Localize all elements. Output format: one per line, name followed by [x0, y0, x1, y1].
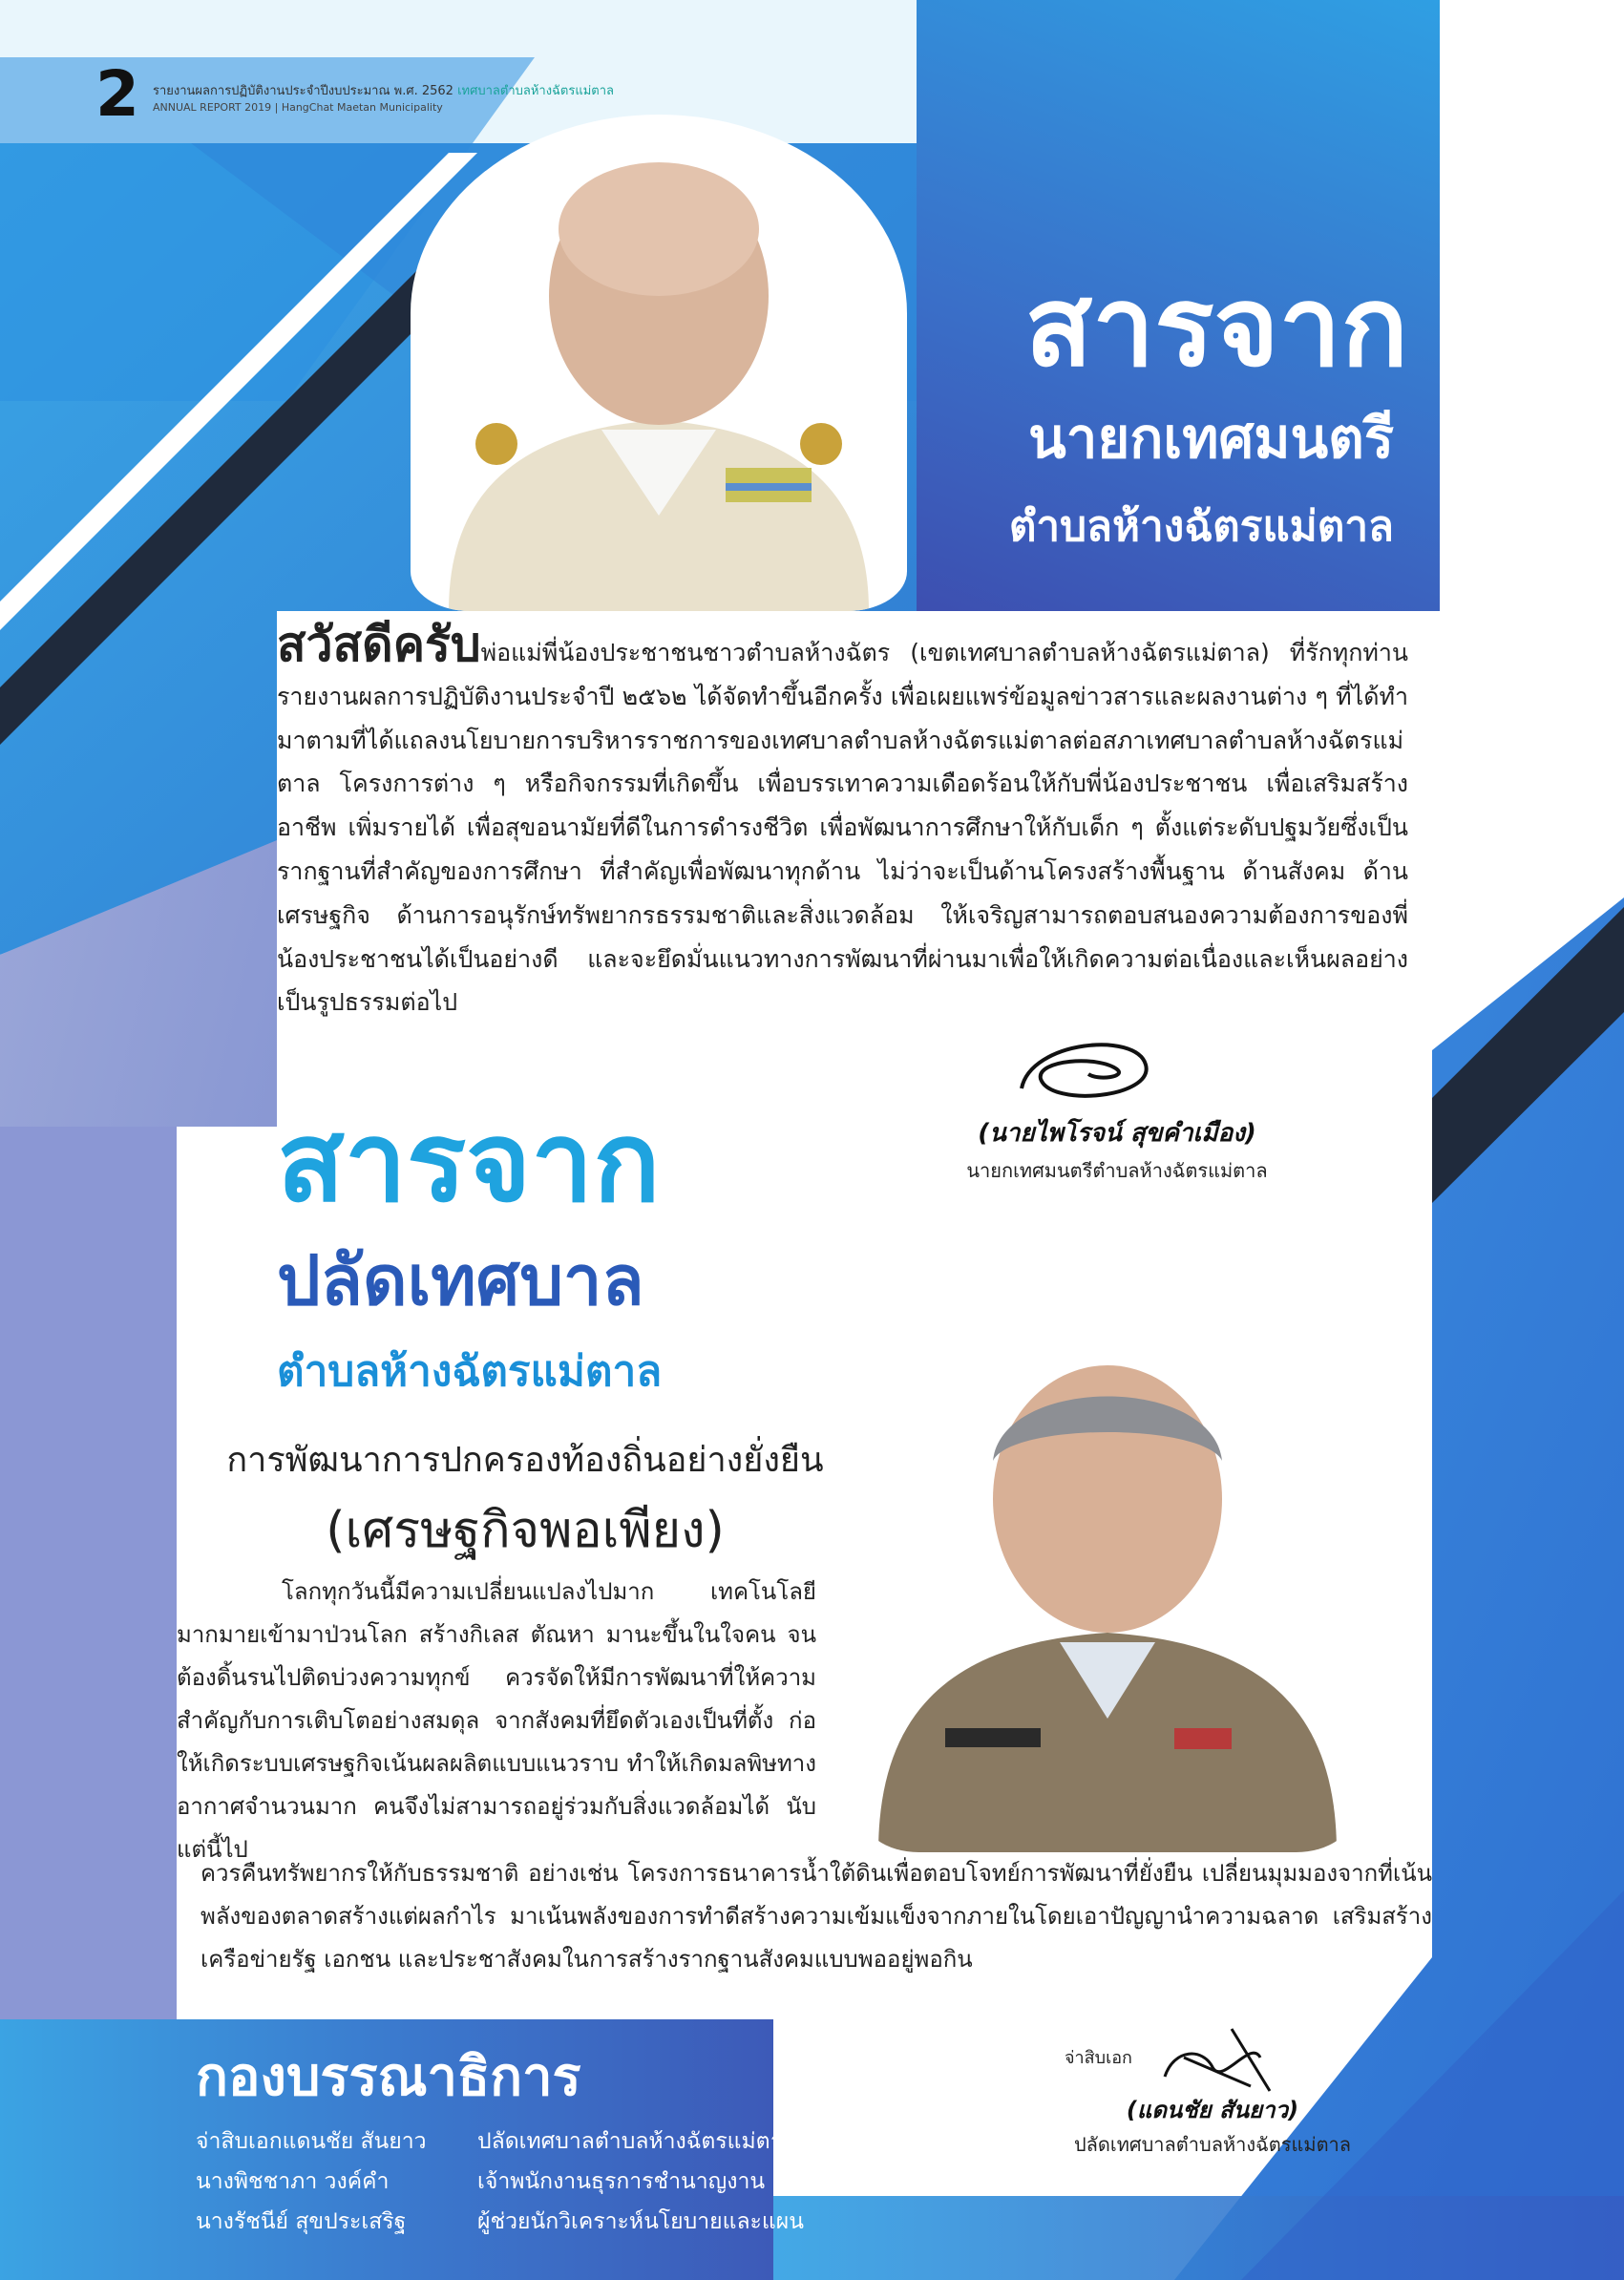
clerk-signature-name: (แดนชัย สันยาว) [1126, 2097, 1299, 2123]
mayor-greeting: สวัสดีครับ [277, 617, 481, 672]
clerk-subtitle: การพัฒนาการปกครองท้องถิ่นอย่างยั่งยืน [226, 1441, 824, 1480]
clerk-signature-mark [1146, 2019, 1289, 2096]
editorial-member-position: ผู้ช่วยนักวิเคราะห์นโยบายและแผน [477, 2209, 804, 2234]
report-title [153, 80, 614, 100]
editorial-member-name: นางรัชนีย์ สุขประเสริฐ [196, 2209, 407, 2234]
mayor-message-text: พ่อแม่พี่น้องประชาชนชาวตำบลห้างฉัตร (เขตเทศบาลตำบลห้างฉัตรแม่ตาล) ที่รักทุกท่าน รายงานผลการปฏิบัติงานประจำปี ๒๕๖๒ ได้จัดทำขึ้นอีกครั้ง เพื่อเผยแพร่ข้อมูลข่าวสารและผลงานต่าง ๆ ที่ได้ทำมาตามที่ได้แถลงนโยบายการบริหารราชการของเทศบาลตำบลห้างฉัตรแม่ตาลต่อสภาเทศบาลตำบลห้างฉัตรแม่ตาล โครงการต่าง ๆ หรือกิจกรรมที่เกิดขึ้น เพื่อบรรเทาความเดือดร้อนให้กับพี่น้องประชาชน เพื่อเสริมสร้างอาชีพ เพิ่มรายได้ เพื่อสุขอนามัยที่ดีในการดำรงชีวิต เพื่อพัฒนาการศึกษาให้กับเด็ก ๆ ตั้งแต่ระดับปฐมวัยซึ่งเป็นรากฐานที่สำคัญของการศึกษา ที่สำคัญเพื่อพัฒนาทุกด้าน ไม่ว่าจะเป็นด้านโครงสร้างพื้นฐาน ด้านสังคม ด้านเศรษฐกิจ ด้านการอนุรักษ์ทรัพยากรธรรมชาติและสิ่งแวดล้อม ให้เจริญสามารถตอบสนองความต้องการของพี่น้องประชาชนได้เป็นอย่างดี และจะยึดมั่นแนวทางการพัฒนาที่ผ่านมาเพื่อให้เกิดความต่อเนื่องและเห็นผลอย่างเป็นรูปธรรมต่อไป [277, 639, 1408, 1017]
mayor-heading-line1: สารจาก [1024, 263, 1408, 391]
mayor-heading-line3: ตำบลห้างฉัตรแม่ตาล [1008, 502, 1394, 551]
page-number: 2 [95, 57, 139, 131]
editorial-member-position: เจ้าพนักงานธุรการชำนาญงาน [477, 2169, 766, 2194]
editorial-member-name: นางพิชชาภา วงค์คำ [196, 2169, 390, 2194]
mayor-heading-line2: นายกเทศมนตรี [1028, 406, 1394, 471]
mayor-message [277, 617, 1408, 1024]
mayor-signature-name: (นายไพโรจน์ สุขคำเมือง) [978, 1119, 1256, 1148]
clerk-message-part1-text: โลกทุกวันนี้มีความเปลี่ยนแปลงไปมาก เทคโนโลยีมากมายเข้ามาป่วนโลก สร้างกิเลส ตัณหา มานะขึ้นในใจคน จนต้องดิ้นรนไปติดบ่วงความทุกข์ ควรจัดให้มีการพัฒนาที่ให้ความสำคัญกับการเติบโตอย่างสมดุล จากสังคมที่ยึดตัวเองเป็นที่ตั้ง ก่อให้เกิดระบบเศรษฐกิจเน้นผลผลิตแบบแนวราบ ทำให้เกิดมลพิษทางอากาศจำนวนมาก คนจึงไม่สามารถอยู่ร่วมกับสิ่งแวดล้อมได้ นับแต่นี้ไป [177, 1578, 816, 1863]
clerk-heading-line1: สารจาก [277, 1098, 661, 1227]
clerk-signature-rank: จ่าสิบเอก [1065, 2048, 1132, 2068]
report-title-accent: เทศบาลตำบลห้างฉัตรแม่ตาล [457, 84, 614, 98]
mayor-signature-mark [1012, 1022, 1165, 1117]
clerk-signature-position: ปลัดเทศบาลตำบลห้างฉัตรแม่ตาล [1073, 2133, 1352, 2156]
clerk-photo [859, 1318, 1356, 1852]
clerk-message-part2: ควรคืนทรัพยากรให้กับธรรมชาติ อย่างเช่น โครงการธนาคารน้ำใต้ดินเพื่อตอบโจทย์การพัฒนาที่ยั่งยืน เปลี่ยนมุมมองจากที่เน้นพลังของตลาดสร้างแต่ผลกำไร มาเน้นพลังของการทำดีสร้างความเข้มแข็งจากภายในโดยเอาปัญญานำความฉลาด เสริมสร้างเครือข่ายรัฐ เอกชน และประชาสังคมในการสร้างรากฐานสังคมแบบพออยู่พอกิน [200, 1860, 1432, 1973]
editorial-member-position: ปลัดเทศบาลตำบลห้างฉัตรแม่ตาล [477, 2129, 796, 2154]
report-subtitle-en: ANNUAL REPORT 2019 | HangChat Maetan Municipality [153, 101, 443, 114]
mayor-signature-position: นายกเทศมนตรีตำบลห้างฉัตรแม่ตาล [966, 1159, 1268, 1182]
editorial-member-name: จ่าสิบเอกแดนชัย สันยาว [196, 2129, 427, 2154]
clerk-heading-line2: ปลัดเทศบาล [277, 1240, 644, 1320]
report-title-main: รายงานผลการปฏิบัติงานประจำปีงบประมาณ พ.ศ. 2562 [153, 84, 453, 98]
clerk-subtitle-theme: (เศรษฐกิจพอเพียง) [326, 1502, 725, 1559]
clerk-heading-line3: ตำบลห้างฉัตรแม่ตาล [277, 1347, 663, 1396]
editorial-title: กองบรรณาธิการ [196, 2046, 581, 2108]
mayor-photo [411, 115, 907, 611]
clerk-message-part1 [177, 1571, 816, 1871]
